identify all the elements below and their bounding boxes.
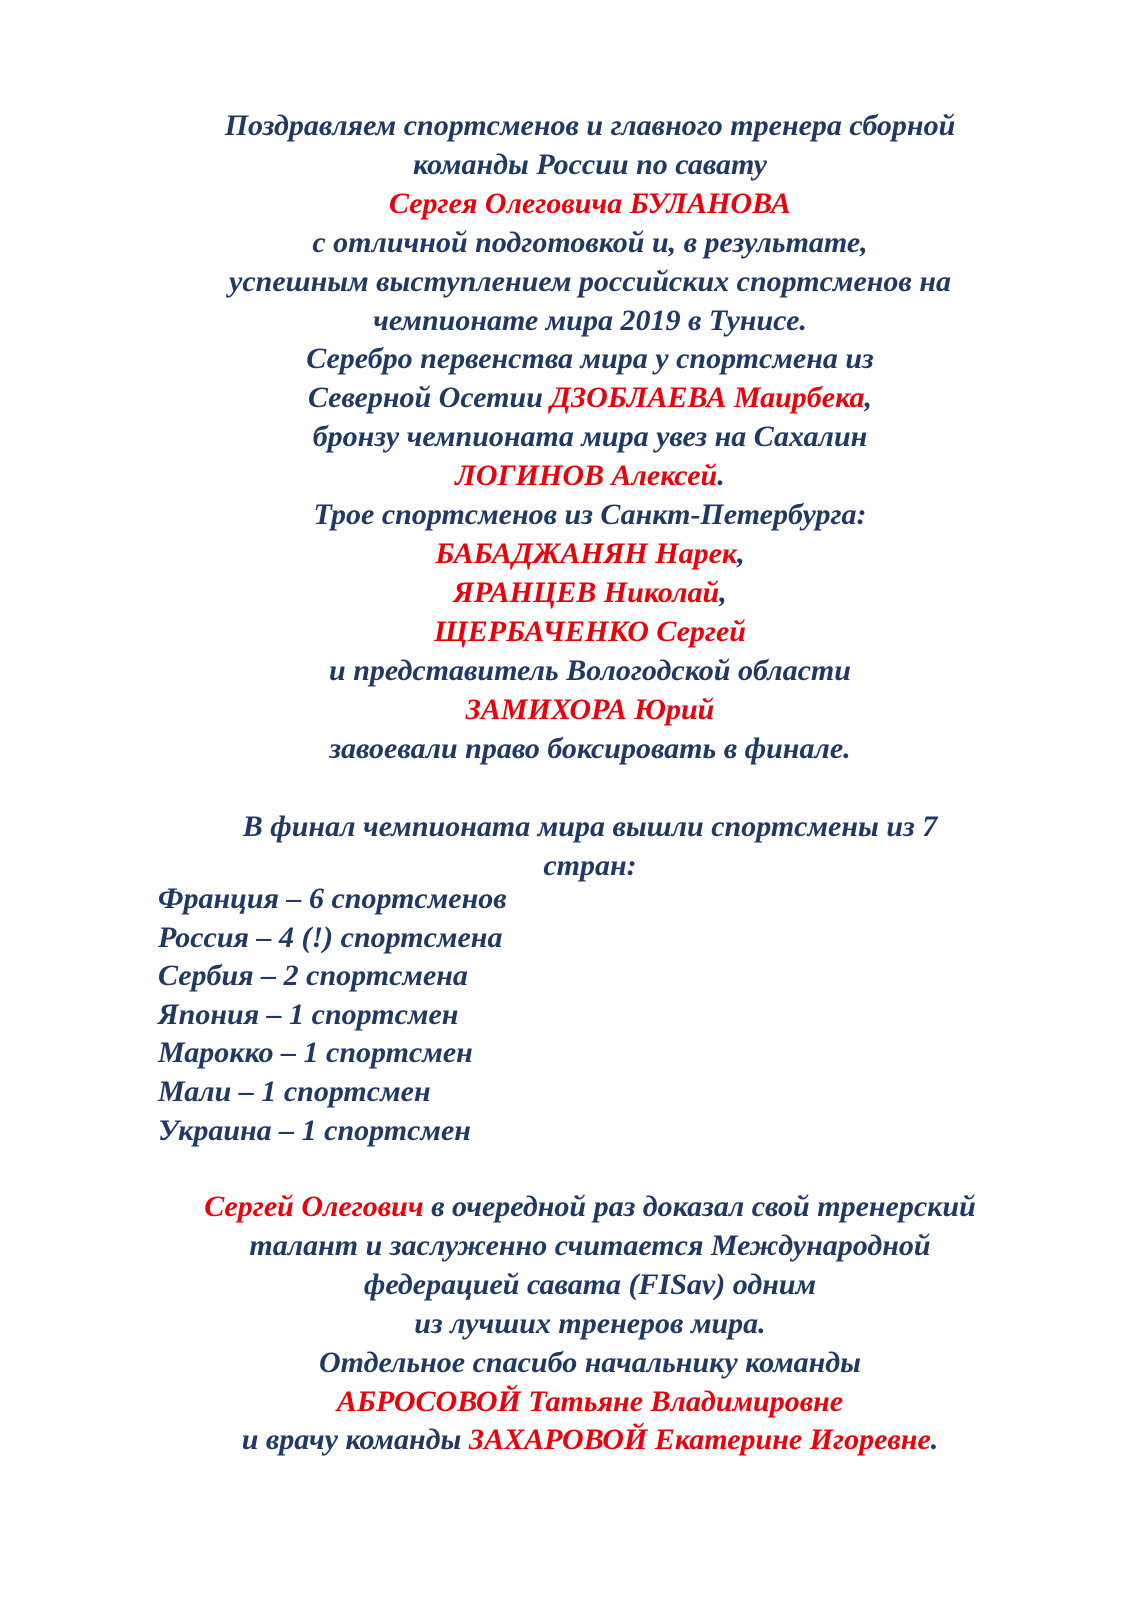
closing-line-5: Отдельное спасибо начальнику команды bbox=[318, 1345, 861, 1379]
line-8-prefix: Северной Осетии bbox=[307, 381, 551, 415]
closing-line-4: из лучших тренеров мира. bbox=[414, 1306, 766, 1340]
congrats-line-2: команды России по савату bbox=[413, 147, 767, 181]
coach-name: Сергея Олеговича БУЛАНОВА bbox=[389, 186, 791, 220]
closing-line-7-suffix: . bbox=[930, 1423, 939, 1457]
closing-line-2: талант и заслуженно считается Международной bbox=[249, 1228, 931, 1262]
congrats-line-15: и представитель Вологодской области bbox=[329, 653, 851, 687]
finals-heading-line-1: В финал чемпионата мира вышли спортсмены из 7 bbox=[242, 810, 938, 843]
list-item: Мали – 1 спортсмен bbox=[158, 1074, 431, 1108]
congrats-line-12 bbox=[150, 535, 1030, 574]
finals-heading bbox=[150, 808, 1030, 886]
congrats-line-8 bbox=[150, 379, 1030, 418]
line-12-suffix: , bbox=[737, 536, 745, 570]
line-8-suffix: , bbox=[864, 381, 873, 415]
congrats-line-11: Трое спортсменов из Санкт-Петербурга: bbox=[313, 498, 867, 532]
athlete-name-loginov: ЛОГИНОВ Алексей bbox=[455, 459, 718, 493]
list-item: Россия – 4 (!) спортсмена bbox=[158, 920, 503, 954]
list-item: Япония – 1 спортсмен bbox=[158, 997, 459, 1031]
congrats-line-10 bbox=[150, 457, 1030, 496]
congrats-line-5: успешным выступлением российских спортсменов на bbox=[229, 264, 951, 298]
congratulation-paragraph bbox=[150, 107, 1030, 768]
closing-line-1-rest: в очередной раз доказал свой тренерский bbox=[423, 1190, 976, 1223]
finals-heading-line-2: стран: bbox=[543, 848, 637, 882]
congrats-line-13 bbox=[150, 574, 1030, 613]
congrats-line-17: завоевали право боксировать в финале. bbox=[329, 731, 851, 765]
athlete-name-yarantsev: ЯРАНЦЕВ Николай bbox=[453, 575, 720, 609]
closing-line-3: федерацией савата (FISav) одним bbox=[363, 1267, 817, 1301]
list-item: Марокко – 1 спортсмен bbox=[158, 1036, 473, 1070]
congrats-line-6: чемпионате мира 2019 в Тунисе. bbox=[373, 303, 807, 337]
team-doctor-name: ЗАХАРОВОЙ Екатерине Игоревне bbox=[468, 1423, 931, 1457]
list-item: Украина – 1 спортсмен bbox=[158, 1113, 471, 1147]
closing-line-1 bbox=[150, 1188, 1030, 1227]
closing-line-7-prefix: и врачу команды bbox=[241, 1423, 469, 1457]
congrats-line-7: Серебро первенства мира у спортсмена из bbox=[306, 342, 874, 376]
closing-line-7 bbox=[150, 1421, 1030, 1460]
closing-paragraph bbox=[150, 1188, 1030, 1460]
athlete-name-dzoblaev: ДЗОБЛАЕВА Маирбека bbox=[550, 381, 865, 415]
line-13-suffix: , bbox=[719, 575, 727, 609]
congrats-line-9: бронзу чемпионата мира увез на Сахалин bbox=[312, 420, 868, 454]
country-list bbox=[158, 880, 507, 1150]
line-10-suffix: . bbox=[717, 459, 725, 493]
list-item: Сербия – 2 спортсмена bbox=[158, 959, 468, 993]
coach-first-name: Сергей Олегович bbox=[204, 1190, 424, 1223]
list-item: Франция – 6 спортсменов bbox=[158, 882, 507, 915]
athlete-name-babadzhanyan: БАБАДЖАНЯН Нарек bbox=[435, 536, 738, 570]
congrats-line-1: Поздравляем спортсменов и главного тренера сборной bbox=[224, 109, 956, 142]
team-manager-name: АБРОСОВОЙ Татьяне Владимировне bbox=[336, 1384, 844, 1418]
athlete-name-shcherbachenko: ЩЕРБАЧЕНКО Сергей bbox=[434, 614, 746, 648]
congrats-line-4: с отличной подготовкой и, в результате, bbox=[312, 225, 868, 259]
athlete-name-zamikhora: ЗАМИХОРА Юрий bbox=[465, 692, 715, 726]
